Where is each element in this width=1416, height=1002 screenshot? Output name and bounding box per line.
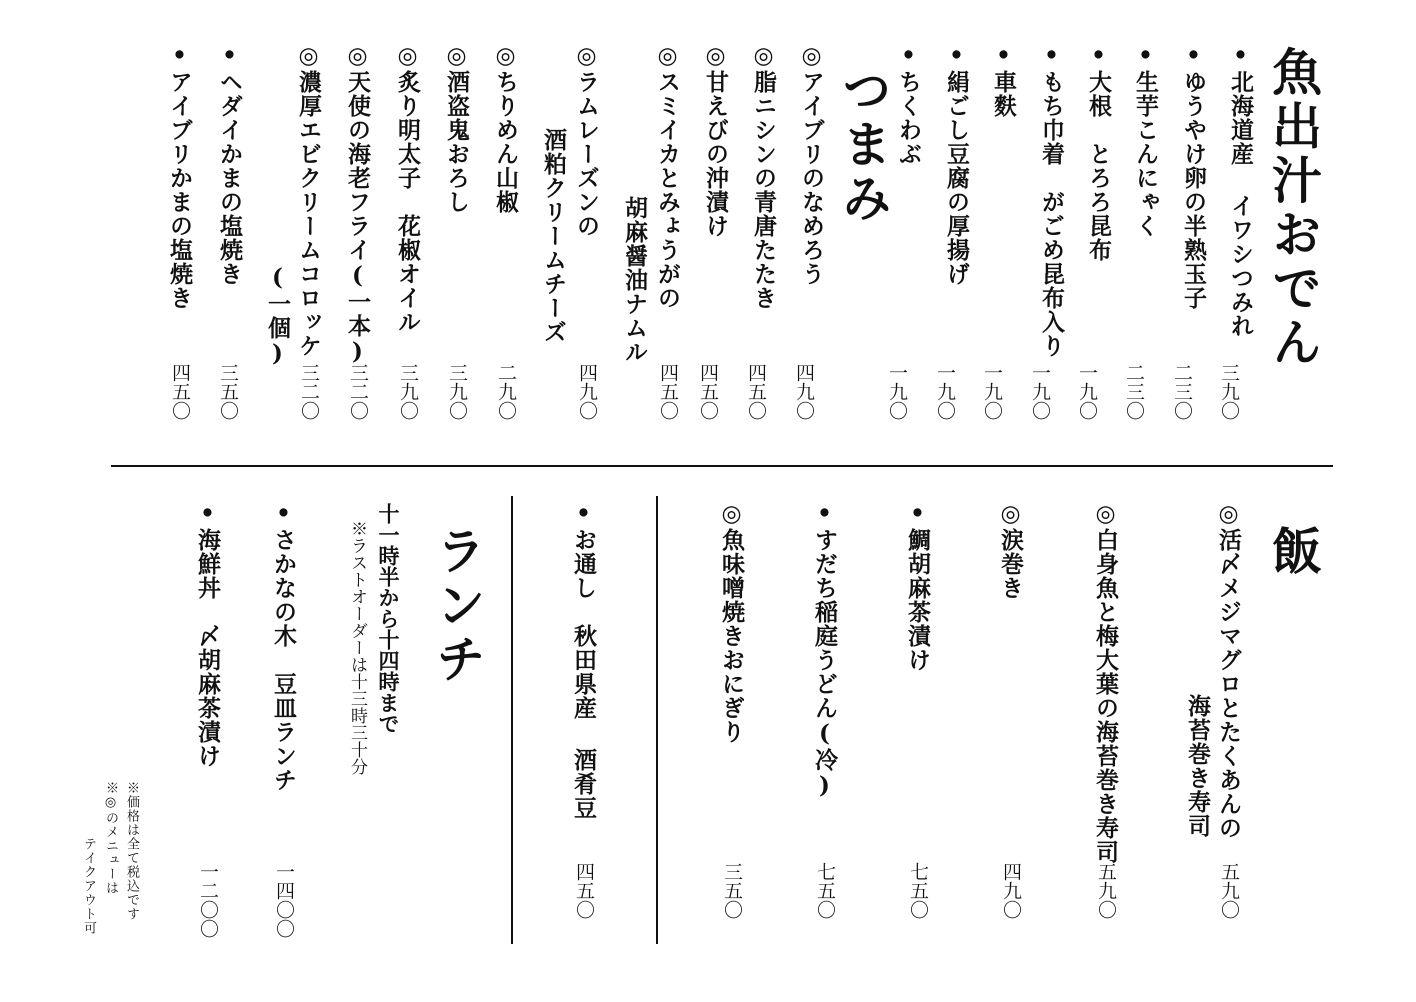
tsumami-item-price: 三九〇	[397, 363, 419, 420]
lunch-heading: ランチ	[428, 525, 487, 687]
tsumami-item-price: 四九〇	[793, 363, 815, 420]
meshi-item-name: ◎涙巻き	[997, 500, 1024, 600]
lunch-last-order: ※ラストオーダーは十三時三十分	[347, 520, 367, 775]
meshi-item-name: ◎白身魚と梅大葉の海苔巻き寿司	[1092, 500, 1119, 864]
oden-item-price: 一九〇	[934, 363, 956, 420]
oden-item-price: 一九〇	[1076, 363, 1098, 420]
lunch-item-name: •海鮮丼 〆胡麻茶漬け	[194, 500, 221, 768]
tsumami-item-name-line2: 酒粕クリームチーズ	[540, 128, 567, 344]
meshi-item-price: 四九〇	[1000, 862, 1022, 919]
tsumami-item-price: 四九〇	[576, 363, 598, 420]
tsumami-item-price: 四五〇	[169, 363, 191, 420]
meshi-item-price: 五九〇	[1095, 862, 1117, 919]
lunch-item-price: 一二〇〇	[197, 862, 219, 938]
oden-item-price: 三九〇	[1218, 363, 1240, 420]
tsumami-item-price: 三二〇	[298, 363, 320, 420]
oden-item-name: •ゆうやけ卵の半熟玉子	[1180, 42, 1207, 310]
meshi-item-name-line2: 海苔巻き寿司	[1184, 694, 1211, 838]
meshi-item-price: 七五〇	[907, 862, 929, 919]
oden-item-name: •大根 とろろ昆布	[1085, 42, 1112, 262]
tsumami-item-price: 三五〇	[217, 363, 239, 420]
tsumami-item-name: ◎酒盗鬼おろし	[443, 42, 470, 214]
tsumami-item-name: ◎天使の海老フライ(一本)	[344, 42, 371, 366]
tsumami-item-name: ◎スミイカとみょうがの	[654, 42, 681, 310]
meshi-item-name: •すだち稲庭うどん(冷)	[811, 500, 838, 800]
lunch-item-name: •さかなの木 豆皿ランチ	[270, 500, 297, 792]
tsumami-heading: つまみ	[834, 64, 893, 226]
tsumami-item-price: 四五〇	[697, 363, 719, 420]
lunch-hours: 十一時半から十四時まで	[376, 503, 401, 734]
tsumami-item-name: •アイブリかまの塩焼き	[166, 42, 193, 310]
meshi-item-price: 七五〇	[814, 862, 836, 919]
oden-item-price: 二三〇	[1123, 363, 1145, 420]
tsumami-item-name: ◎脂ニシンの青唐たたき	[750, 42, 777, 310]
otoshi-name: •お通し 秋田県産 酒肴豆	[570, 500, 597, 820]
footnote-takeout-cont: テイクアウト可	[81, 837, 96, 935]
tsumami-item-price: 四五〇	[745, 363, 767, 420]
meshi-item-name: •鯛胡麻茶漬け	[904, 500, 931, 672]
tsumami-item-name: •ヘダイかまの塩焼き	[216, 42, 243, 286]
oden-item-name: •ちくわぶ	[895, 42, 922, 166]
oden-heading: 魚出汁おでん	[1264, 46, 1323, 370]
tsumami-item-name: ◎ラムレーズンの	[573, 42, 600, 238]
oden-item-price: 二三〇	[1171, 363, 1193, 420]
tsumami-item-price: 二九〇	[495, 363, 517, 420]
oden-item-price: 一九〇	[1029, 363, 1051, 420]
footnote-takeout: ※◎のメニューは	[103, 781, 118, 895]
oden-item-name: •もち巾着 がごめ昆布入り	[1038, 42, 1065, 358]
oden-item-name: •生芋こんにゃく	[1132, 42, 1159, 238]
oden-item-name: •車麩	[990, 42, 1017, 118]
section-divider-vertical	[511, 496, 513, 944]
meshi-item-price: 三五〇	[721, 862, 743, 919]
oden-item-price: 一九〇	[886, 363, 908, 420]
meshi-item-name: ◎魚味噌焼きおにぎり	[718, 500, 745, 744]
tsumami-item-price: 三九〇	[446, 363, 468, 420]
meshi-item-name: ◎活〆メジマグロとたくあんの	[1215, 500, 1242, 840]
tsumami-item-price: 四五〇	[657, 363, 679, 420]
tsumami-item-name: ◎炙り明太子 花椒オイル	[394, 42, 421, 334]
tsumami-item-name: ◎ちりめん山椒	[492, 42, 519, 214]
oden-item-price: 一九〇	[981, 363, 1003, 420]
otoshi-price: 四五〇	[573, 862, 595, 919]
tsumami-item-name: ◎濃厚エビクリームコロッケ	[295, 42, 322, 358]
tsumami-item-name: ◎アイブリのなめろう	[798, 42, 825, 286]
tsumami-item-name-line2: 胡麻醤油ナムル	[621, 196, 648, 364]
section-divider-vertical	[656, 496, 658, 944]
lunch-item-price: 一四〇〇	[273, 862, 295, 938]
tsumami-item-name: ◎甘えびの沖漬け	[702, 42, 729, 238]
tsumami-item-name-line2: (一個)	[264, 264, 291, 368]
tsumami-item-price: 三二〇	[347, 363, 369, 420]
footnote-tax: ※価格は全て税込です	[124, 781, 139, 921]
oden-item-name: •北海道産 イワシつみれ	[1227, 42, 1254, 338]
section-divider-horizontal	[111, 465, 1333, 467]
oden-item-name: •絹ごし豆腐の厚揚げ	[943, 42, 970, 286]
meshi-item-price: 五九〇	[1218, 862, 1240, 919]
meshi-heading: 飯	[1264, 525, 1323, 579]
